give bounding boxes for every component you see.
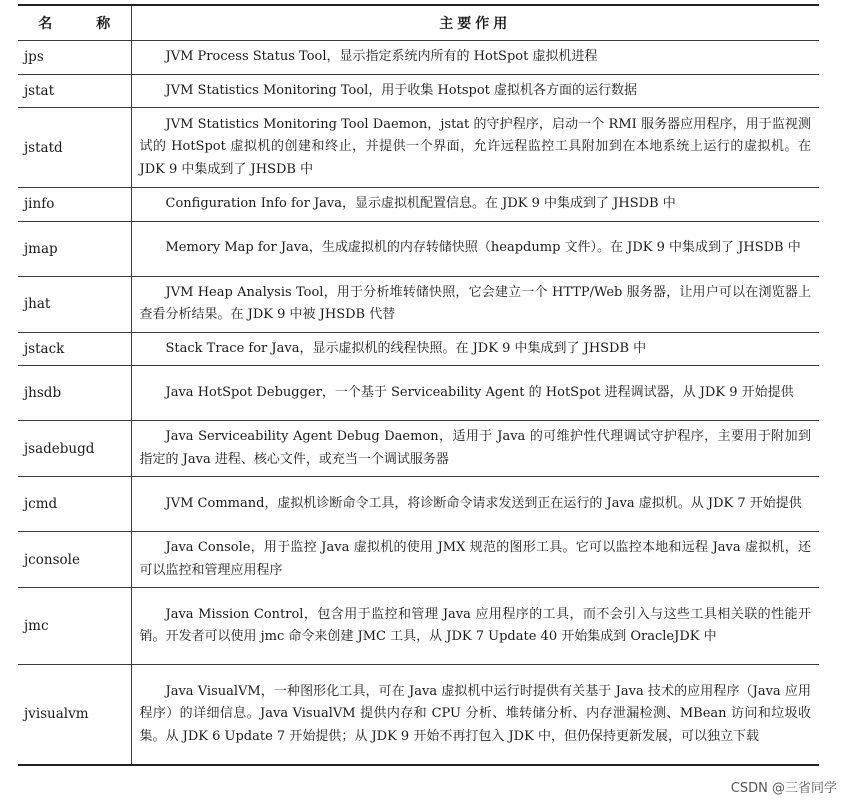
header-name: 名 称 [18,5,131,41]
tool-name: jsadebugd [18,421,131,477]
tool-description: JVM Heap Analysis Tool，用于分析堆转储快照，它会建立一个 HTTP/Web 服务器，让用户可以在浏览器上查看分析结果。在 JDK 9 中被 JHSDB 代替 [131,276,819,332]
tool-name: jstack [18,332,131,366]
tool-description: Memory Map for Java，生成虚拟机的内存转储快照（heapdump 文件）。在 JDK 9 中集成到了 JHSDB 中 [131,221,819,276]
tool-description: Java Console，用于监控 Java 虚拟机的使用 JMX 规范的图形工具。它可以监控本地和远程 Java 虚拟机，还可以监控和管理应用程序 [131,532,819,588]
table-row [18,332,819,366]
tool-name: jstat [18,74,131,108]
tool-description: Java VisualVM，一种图形化工具，可在 Java 虚拟机中运行时提供有关基于 Java 技术的应用程序（Java 应用程序）的详细信息。Java VisualVM 提供内存和 CPU 分析、堆转储分析、内存泄漏检测、MBean 访问和垃圾收集。从 JDK 6 Update 7 开始提供；从 JDK 9 开始不再打包入 JDK 中，但仍保持更新发展，可以独立下载 [131,665,819,765]
table-row [18,41,819,75]
table-row [18,221,819,276]
tool-description: JVM Process Status Tool，显示指定系统内所有的 HotSpot 虚拟机进程 [131,41,819,75]
tool-description: Java Mission Control，包含用于监控和管理 Java 应用程序的工具，而不会引入与这些工具相关联的性能开销。开发者可以使用 jmc 命令来创建 JMC 工具，从 JDK 7 Update 40 开始集成到 OracleJDK 中 [131,588,819,665]
tool-description: JVM Command，虚拟机诊断命令工具，将诊断命令请求发送到正在运行的 Java 虚拟机。从 JDK 7 开始提供 [131,477,819,532]
table-row [18,74,819,108]
table-row [18,588,819,665]
tool-description: JVM Statistics Monitoring Tool，用于收集 Hotspot 虚拟机各方面的运行数据 [131,74,819,108]
tool-name: jhat [18,276,131,332]
tool-description: Configuration Info for Java，显示虚拟机配置信息。在 JDK 9 中集成到了 JHSDB 中 [131,188,819,222]
table-row [18,665,819,765]
tool-description: Java Serviceability Agent Debug Daemon，适用于 Java 的可维护性代理调试守护程序，主要用于附加到指定的 Java 进程、核心文件，或充当一个调试服务器 [131,421,819,477]
jdk-tools-table [18,4,819,766]
table-row [18,108,819,188]
tool-name: jinfo [18,188,131,222]
table-row [18,188,819,222]
table-header-row [18,5,819,41]
table-row [18,421,819,477]
tool-name: jstatd [18,108,131,188]
table-row [18,477,819,532]
tool-name: jcmd [18,477,131,532]
tool-name: jconsole [18,532,131,588]
tool-description: JVM Statistics Monitoring Tool Daemon，jstat 的守护程序，启动一个 RMI 服务器应用程序，用于监视测试的 HotSpot 虚拟机的创建和终止，并提供一个界面，允许远程监控工具附加到在本地系统上运行的虚拟机。在 JDK 9 中集成到了 JHSDB 中 [131,108,819,188]
tool-description: Stack Trace for Java，显示虚拟机的线程快照。在 JDK 9 中集成到了 JHSDB 中 [131,332,819,366]
header-purpose: 主要作用 [131,5,819,41]
tool-name: jmap [18,221,131,276]
table-row [18,366,819,421]
csdn-watermark: CSDN @三省同学 [730,781,837,796]
tool-name: jhsdb [18,366,131,421]
tool-name: jvisualvm [18,665,131,765]
tool-name: jps [18,41,131,75]
table-row [18,532,819,588]
tool-name: jmc [18,588,131,665]
tool-description: Java HotSpot Debugger，一个基于 Serviceability Agent 的 HotSpot 进程调试器，从 JDK 9 开始提供 [131,366,819,421]
table-row [18,276,819,332]
